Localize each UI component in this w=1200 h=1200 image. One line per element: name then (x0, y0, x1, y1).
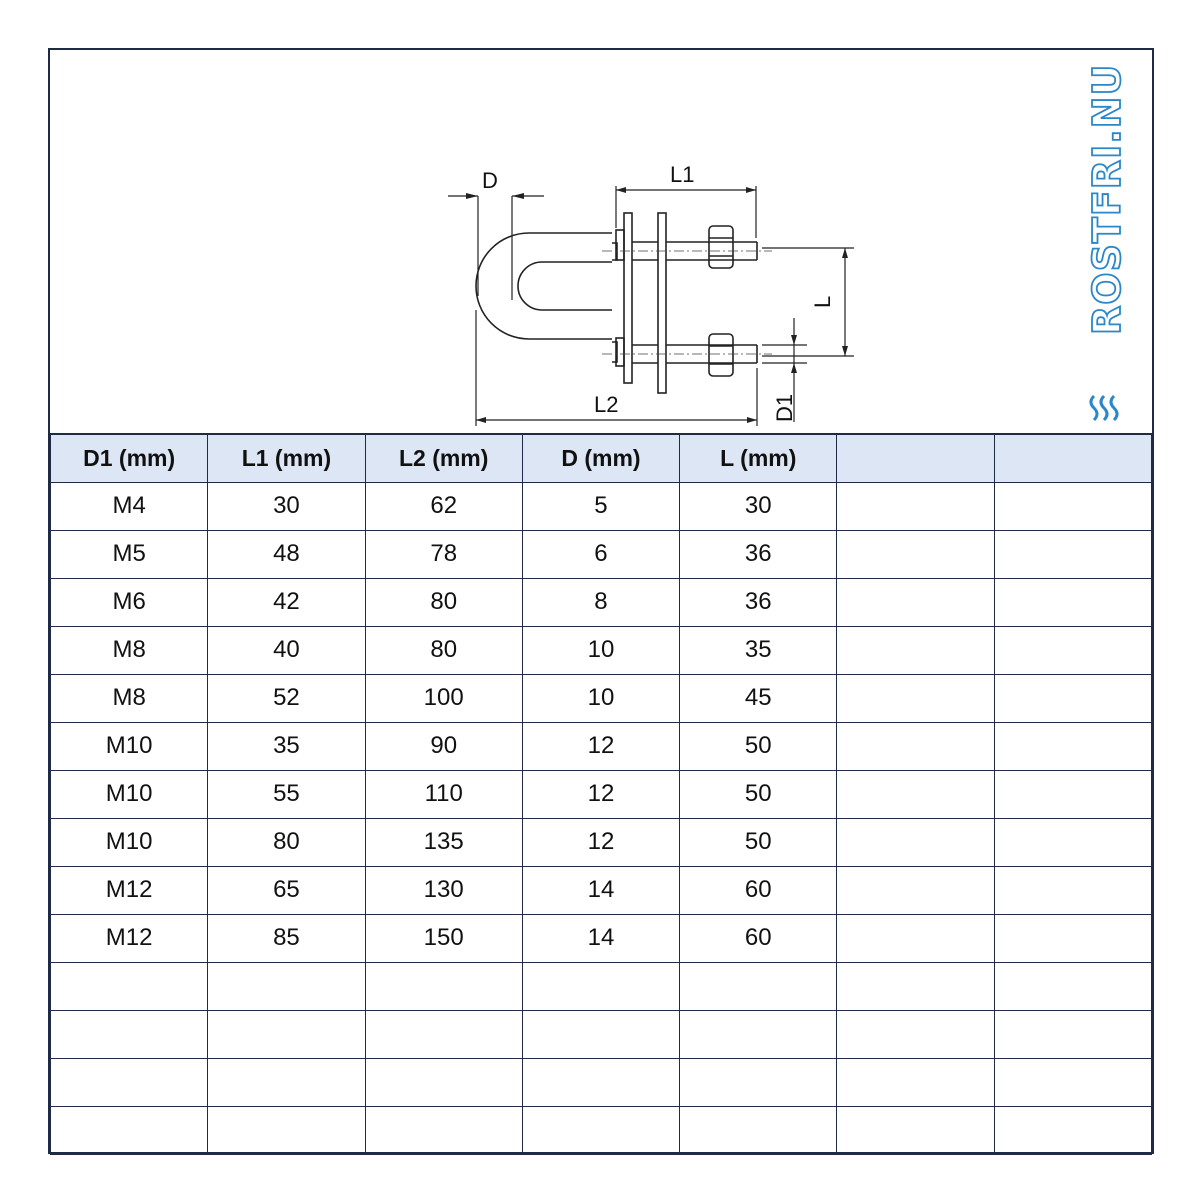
table-cell: 8 (522, 578, 679, 626)
table-cell (680, 1106, 837, 1154)
table-cell: 50 (680, 722, 837, 770)
table-cell: 10 (522, 626, 679, 674)
table-row (51, 1010, 1152, 1058)
table-cell: M10 (51, 722, 208, 770)
table-cell: 135 (365, 818, 522, 866)
table-body (51, 482, 1152, 1154)
table-cell (522, 962, 679, 1010)
table-cell (837, 1106, 994, 1154)
table-cell: M10 (51, 770, 208, 818)
table-cell: 55 (208, 770, 365, 818)
dimension-label-l2: L2 (594, 392, 619, 417)
table-cell: 100 (365, 674, 522, 722)
table-cell: 130 (365, 866, 522, 914)
table-cell (994, 530, 1151, 578)
table-cell (837, 674, 994, 722)
table-row (51, 674, 1152, 722)
dimension-label-d1: D1 (772, 393, 797, 422)
table-cell: 80 (208, 818, 365, 866)
table-cell: 36 (680, 530, 837, 578)
table-cell (994, 626, 1151, 674)
table-cell (51, 962, 208, 1010)
table-cell (208, 1106, 365, 1154)
table-cell: 14 (522, 914, 679, 962)
table-cell (208, 962, 365, 1010)
header-d1: D1 (mm) (51, 434, 208, 482)
table-cell: M6 (51, 578, 208, 626)
table-cell (51, 1106, 208, 1154)
table-cell (51, 1010, 208, 1058)
table-cell (680, 962, 837, 1010)
drawing-area (50, 50, 1152, 433)
table-cell (365, 962, 522, 1010)
table-cell (365, 1010, 522, 1058)
table-cell (365, 1106, 522, 1154)
table-row (51, 578, 1152, 626)
table-cell (837, 962, 994, 1010)
header-l1: L1 (mm) (208, 434, 365, 482)
table-cell: 60 (680, 866, 837, 914)
table-row (51, 818, 1152, 866)
table-cell (365, 1058, 522, 1106)
table-cell: 35 (680, 626, 837, 674)
table-cell (837, 914, 994, 962)
table-row (51, 722, 1152, 770)
header-l: L (mm) (680, 434, 837, 482)
table-row (51, 482, 1152, 530)
brand-name: ROSTFRI.NU (1085, 63, 1129, 335)
table-cell (208, 1010, 365, 1058)
table-cell (994, 1058, 1151, 1106)
table-cell: M4 (51, 482, 208, 530)
table-cell: 62 (365, 482, 522, 530)
table-cell: 30 (680, 482, 837, 530)
table-cell: M8 (51, 674, 208, 722)
table-cell: 110 (365, 770, 522, 818)
table-cell (522, 1010, 679, 1058)
table-cell (522, 1058, 679, 1106)
table-cell (680, 1058, 837, 1106)
table-cell (994, 722, 1151, 770)
header-empty (994, 434, 1151, 482)
table-cell (51, 1058, 208, 1106)
table-cell: 50 (680, 818, 837, 866)
table-cell: 12 (522, 818, 679, 866)
table-cell (837, 626, 994, 674)
table-cell (837, 1010, 994, 1058)
table-cell: M10 (51, 818, 208, 866)
table-row (51, 770, 1152, 818)
table-cell (837, 530, 994, 578)
table-cell (837, 578, 994, 626)
table-cell: 48 (208, 530, 365, 578)
table-cell: 10 (522, 674, 679, 722)
table-cell: 42 (208, 578, 365, 626)
table-cell (994, 914, 1151, 962)
header-d: D (mm) (522, 434, 679, 482)
rostfri-logo (1082, 63, 1132, 435)
header-empty (837, 434, 994, 482)
table-cell: 80 (365, 626, 522, 674)
table-cell (994, 578, 1151, 626)
table-cell: 12 (522, 722, 679, 770)
table-cell: 45 (680, 674, 837, 722)
table-cell: 12 (522, 770, 679, 818)
table-cell: 6 (522, 530, 679, 578)
u-bolt-technical-drawing (402, 110, 835, 440)
table-cell (994, 770, 1151, 818)
table-cell: 36 (680, 578, 837, 626)
table-cell: 90 (365, 722, 522, 770)
table-cell: 50 (680, 770, 837, 818)
table-cell: M8 (51, 626, 208, 674)
table-cell (837, 482, 994, 530)
table-cell (680, 1010, 837, 1058)
table-row (51, 866, 1152, 914)
table-cell: M12 (51, 914, 208, 962)
table-row (51, 1106, 1152, 1154)
table-cell: 80 (365, 578, 522, 626)
table-row (51, 1058, 1152, 1106)
dimension-label-l1: L1 (670, 162, 695, 187)
table-cell: M12 (51, 866, 208, 914)
spec-sheet-frame (48, 48, 1154, 1154)
dimension-label-d: D (482, 168, 498, 193)
table-cell: 14 (522, 866, 679, 914)
table-cell: 65 (208, 866, 365, 914)
table-cell: 60 (680, 914, 837, 962)
table-cell (994, 674, 1151, 722)
table-cell (837, 722, 994, 770)
table-cell: 78 (365, 530, 522, 578)
table-cell: 30 (208, 482, 365, 530)
table-cell: 150 (365, 914, 522, 962)
table-cell (994, 482, 1151, 530)
dimension-table (50, 433, 1152, 1155)
table-cell: 40 (208, 626, 365, 674)
table-cell: 35 (208, 722, 365, 770)
table-cell (837, 818, 994, 866)
table-row (51, 626, 1152, 674)
dimension-label-l: L (810, 295, 835, 308)
table-cell (837, 1058, 994, 1106)
table-row (51, 530, 1152, 578)
table-row (51, 914, 1152, 962)
table-row (51, 962, 1152, 1010)
table-cell: 85 (208, 914, 365, 962)
table-cell (837, 866, 994, 914)
table-cell: M5 (51, 530, 208, 578)
table-cell (994, 962, 1151, 1010)
table-cell (994, 866, 1151, 914)
table-cell: 52 (208, 674, 365, 722)
header-l2: L2 (mm) (365, 434, 522, 482)
table-cell (994, 1010, 1151, 1058)
table-cell (522, 1106, 679, 1154)
table-cell: 5 (522, 482, 679, 530)
table-header-row (51, 434, 1152, 482)
table-cell (994, 1106, 1151, 1154)
table-cell (208, 1058, 365, 1106)
table-cell (994, 818, 1151, 866)
table-cell (837, 770, 994, 818)
